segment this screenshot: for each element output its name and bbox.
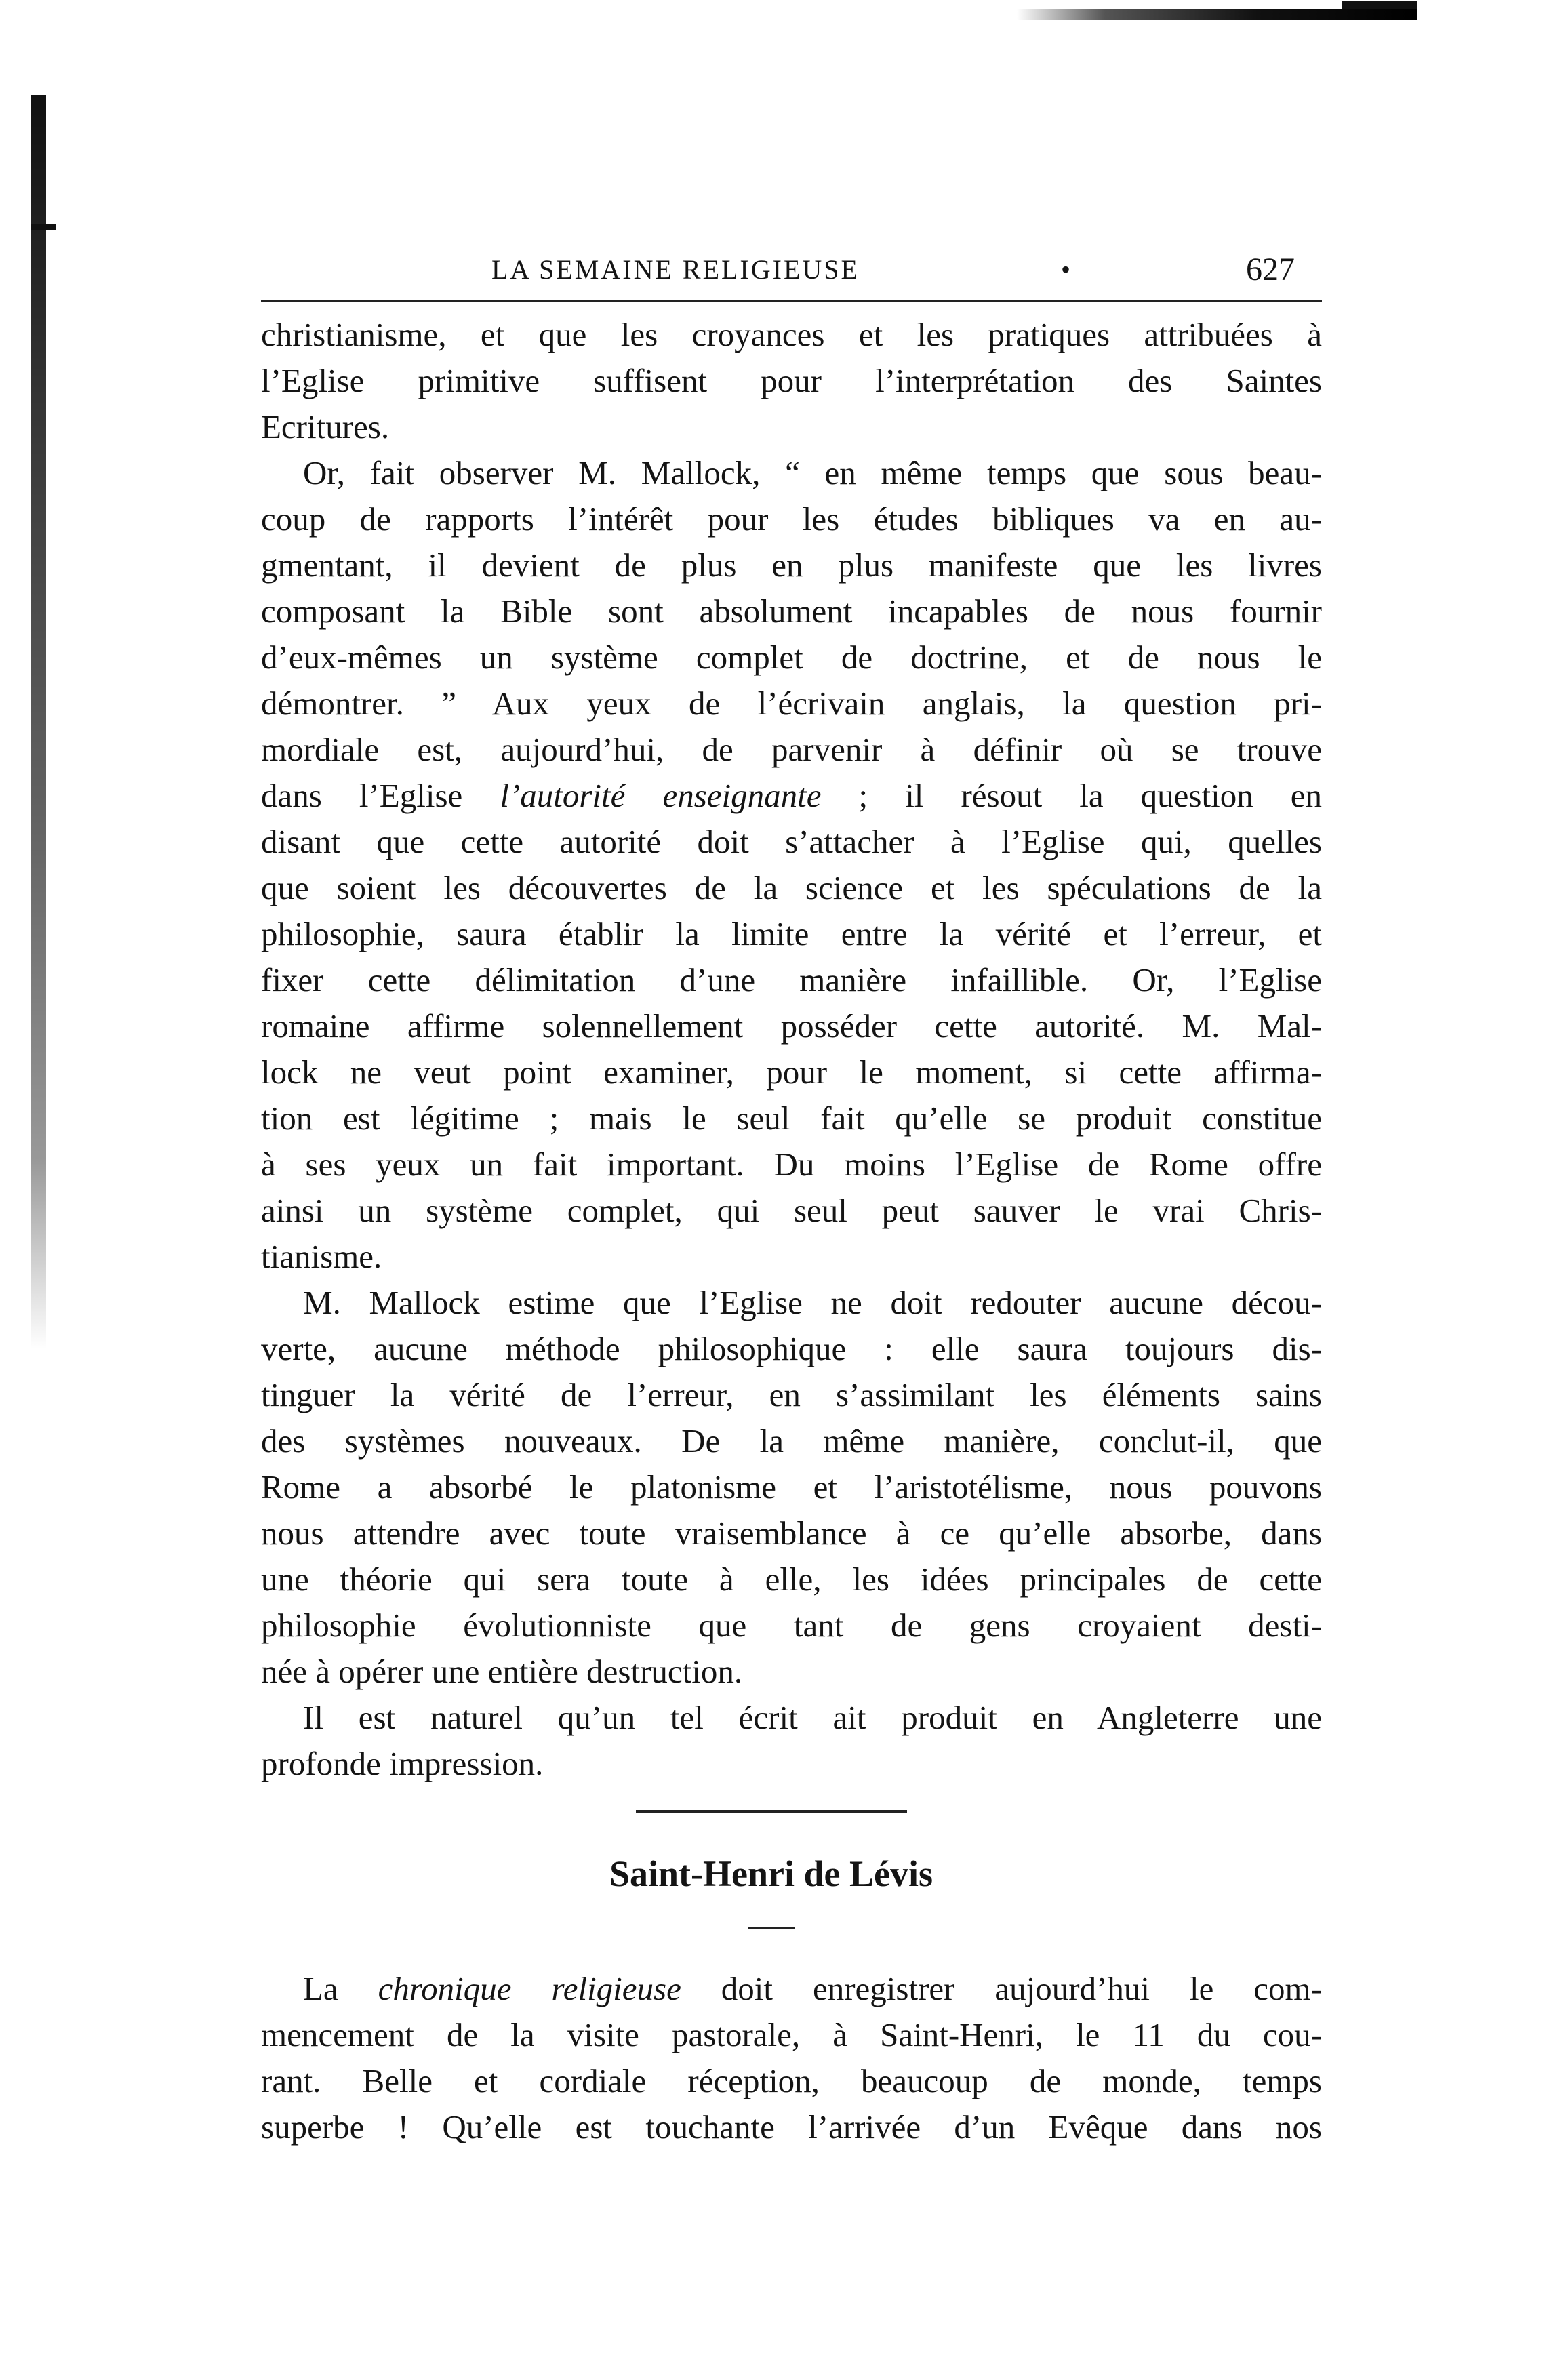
text-line: Ecritures. [261, 408, 390, 445]
italic-phrase: chronique religieuse [378, 1970, 681, 2007]
text-line: disant que cette autorité doit s’attacher à l’Eglise qui, quelles [261, 823, 1322, 860]
text-line: coup de rapports l’intérêt pour les études bibliques va en au- [261, 500, 1322, 538]
text-line: des systèmes nouveaux. De la même manière, conclut-il, que [261, 1422, 1322, 1460]
text-line: lock ne veut point examiner, pour le moment, si cette affirma- [261, 1053, 1322, 1091]
text-line: une théorie qui sera toute à elle, les idées principales de cette [261, 1561, 1322, 1598]
text-line: romaine affirme solennellement posséder cette autorité. M. Mal- [261, 1007, 1322, 1045]
text-line: Il est naturel qu’un tel écrit ait produit en Angleterre une [303, 1699, 1322, 1736]
text-line: mordiale est, aujourd’hui, de parvenir à définir où se trouve [261, 731, 1322, 768]
section-body [261, 1966, 1322, 2150]
text-line: superbe ! Qu’elle est touchante l’arrivée d’un Evêque dans nos [261, 2108, 1322, 2146]
text-line: fixer cette délimitation d’une manière infaillible. Or, l’Eglise [261, 961, 1322, 999]
heading-dash [748, 1927, 795, 1929]
paragraph [261, 1280, 1322, 1695]
text-line: nous attendre avec toute vraisemblance à ce qu’elle absorbe, dans [261, 1514, 1322, 1552]
text-line: que soient les découvertes de la science et les spéculations de la [261, 869, 1322, 906]
italic-phrase: l’autorité enseignante [500, 777, 822, 814]
section-heading: Saint-Henri de Lévis [609, 1853, 933, 1894]
article-body [261, 312, 1322, 1787]
paragraph [261, 1966, 1322, 2150]
text-line: l’Eglise primitive suffisent pour l’interprétation des Saintes [261, 362, 1322, 399]
text-line: née à opérer une entière destruction. [261, 1653, 743, 1690]
text-line: gmentant, il devient de plus en plus manifeste que les livres [261, 546, 1322, 584]
text-line: philosophie, saura établir la limite entre la vérité et l’erreur, et [261, 915, 1322, 952]
text-line: tinguer la vérité de l’erreur, en s’assimilant les éléments sains [261, 1376, 1322, 1413]
text-line: d’eux-mêmes un système complet de doctrine, et de nous le [261, 639, 1322, 676]
text-line: à ses yeux un fait important. Du moins l’Eglise de Rome offre [261, 1146, 1322, 1183]
page-number: 627 [1246, 251, 1295, 287]
text-line: ainsi un système complet, qui seul peut sauver le vrai Chris- [261, 1192, 1322, 1229]
binding-shadow [31, 95, 46, 1349]
text-line: tianisme. [261, 1238, 382, 1275]
section-divider [636, 1810, 907, 1813]
text-line: rant. Belle et cordiale réception, beaucoup de monde, temps [261, 2062, 1322, 2099]
text-line: composant la Bible sont absolument incapables de nous fournir [261, 592, 1322, 630]
text-line: mencement de la visite pastorale, à Saint-Henri, le 11 du cou- [261, 2016, 1322, 2053]
text-line-with-italic: La chronique religieuse doit enregistrer aujourd’hui le com- [303, 1970, 1322, 2007]
scan-edge-mark [1017, 9, 1417, 20]
text-line: verte, aucune méthode philosophique : elle saura toujours dis- [261, 1330, 1322, 1367]
scan-edge-mark-dark [1342, 1, 1417, 9]
text-line: Rome a absorbé le platonisme et l’aristotélisme, nous pouvons [261, 1468, 1322, 1506]
text-line: christianisme, et que les croyances et les pratiques attribuées à [261, 316, 1322, 353]
journal-title: LA SEMAINE RELIGIEUSE [491, 254, 860, 285]
paragraph [261, 1695, 1322, 1787]
text-line: Or, fait observer M. Mallock, “ en même temps que sous beau- [303, 454, 1322, 491]
header-separator: • [1061, 254, 1071, 285]
paragraph [261, 312, 1322, 450]
text-line: tion est légitime ; mais le seul fait qu’elle se produit constitue [261, 1100, 1322, 1137]
paragraph [261, 450, 1322, 1280]
binding-notch [31, 224, 56, 230]
text-line: philosophie évolutionniste que tant de gens croyaient desti- [261, 1607, 1322, 1644]
text-line: M. Mallock estime que l’Eglise ne doit redouter aucune décou- [303, 1284, 1322, 1321]
text-line: profonde impression. [261, 1745, 544, 1782]
text-line-with-italic: dans l’Eglise l’autorité enseignante ; il résout la question en [261, 777, 1322, 814]
running-head [261, 251, 1322, 302]
text-line: démontrer. ” Aux yeux de l’écrivain anglais, la question pri- [261, 685, 1322, 722]
page [261, 251, 1322, 2150]
